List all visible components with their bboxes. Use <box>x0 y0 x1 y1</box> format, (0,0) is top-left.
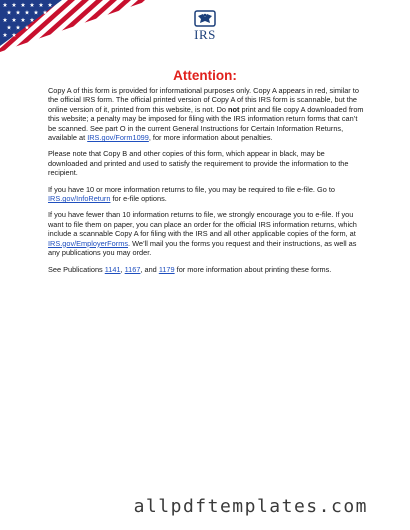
text-run: Copy A of this form is provided for informational purposes only. Copy A appears in red, similar to the official IRS form. The official printed version of Copy A of this IRS form is scannable, but the online version of it, printed from this website, is not. Do <box>48 86 359 114</box>
paragraph-copy-a <box>48 86 366 142</box>
text-run: print and file copy A downloaded from this website; a penalty may be imposed for filing with the IRS information return forms that can’t be scanned. See part O in the current General Instructions for Certain Information Returns, available at <box>48 104 364 143</box>
link-employerforms[interactable]: IRS.gov/EmployerForms <box>48 238 128 248</box>
watermark-footer <box>0 496 410 530</box>
text-run: . We’ll mail you the forms you request and their instructions, as well as any publications you may order. <box>48 238 357 258</box>
paragraph-publications <box>48 265 366 274</box>
paragraph-efile-required <box>48 185 366 204</box>
flag-stripe <box>127 0 150 52</box>
text-run: If you have fewer than 10 information returns to file, we strongly encourage you to e-file. If you want to file them on paper, you can place an order for the official IRS information returns, which include a scannable Copy A for filing with the IRS and all other applicable copies of the form, at <box>48 210 357 239</box>
irs-eagle-icon <box>194 10 216 27</box>
link-pub-1167[interactable]: 1167 <box>124 264 141 274</box>
text-run: , <box>120 264 125 274</box>
text-run: If you have 10 or more information returns to file, you may be required to file e-file. Go to <box>48 184 335 194</box>
irs-logo-text: IRS <box>194 27 216 42</box>
link-pub-1179[interactable]: 1179 <box>158 264 175 274</box>
paragraph-copy-b: Please note that Copy B and other copies of this form, which appear in black, may be downloaded and printed and used to satisfy the requirement to provide the information to the recipient. <box>48 149 349 178</box>
link-inforeturn[interactable]: IRS.gov/InfoReturn <box>48 194 111 204</box>
bold-not: not <box>228 104 240 114</box>
american-flag-graphic <box>0 0 150 52</box>
text-run: for e-file options. <box>110 194 167 204</box>
notice-body <box>48 86 366 281</box>
link-form1099[interactable]: IRS.gov/Form1099 <box>87 133 149 143</box>
text-run: for more information about printing these forms. <box>174 264 332 274</box>
attention-heading: Attention: <box>173 68 237 83</box>
text-run: See Publications <box>48 264 105 274</box>
text-run: , for more information about penalties. <box>148 133 273 143</box>
irs-logo <box>188 10 222 41</box>
link-pub-1141[interactable]: 1141 <box>104 264 121 274</box>
paragraph-paper-order <box>48 210 366 257</box>
watermark-text: allpdftemplates.com <box>133 496 368 517</box>
text-run: , and <box>140 264 159 274</box>
